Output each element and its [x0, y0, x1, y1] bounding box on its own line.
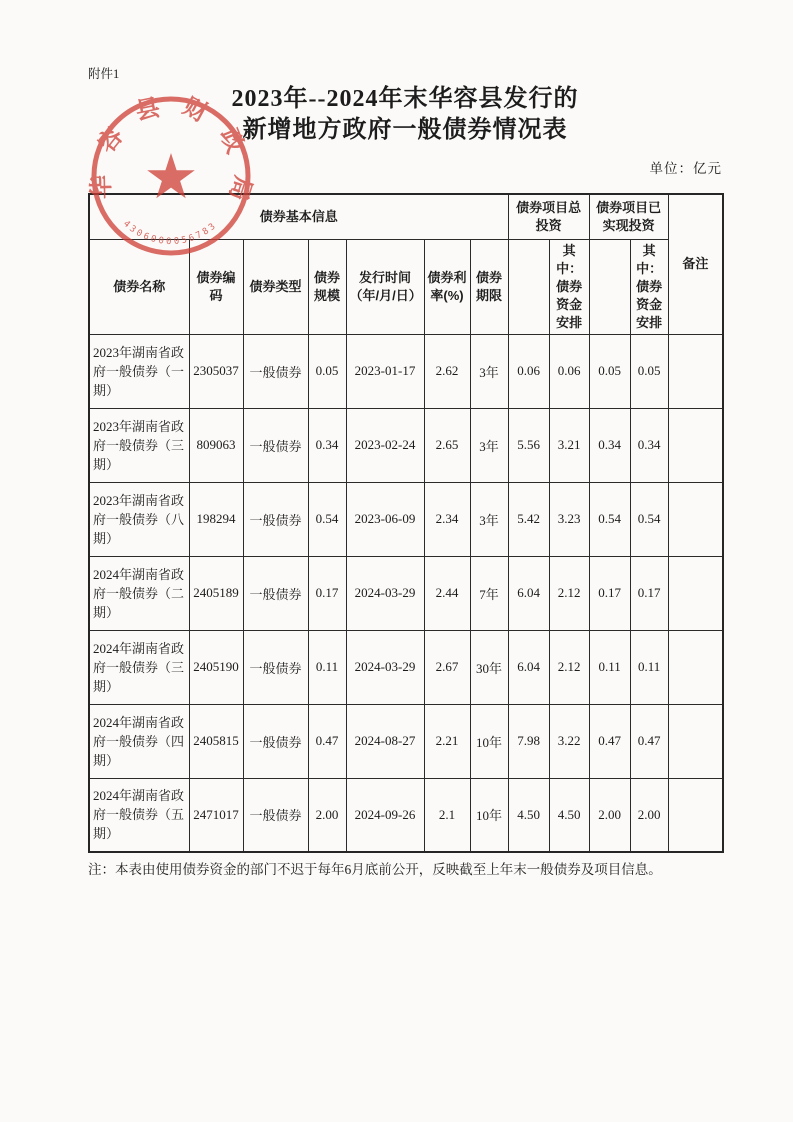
table-row	[89, 408, 723, 482]
cell-bond-type: 一般债券	[243, 778, 308, 852]
cell-bond-scale: 0.05	[308, 334, 346, 408]
cell-total-sub: 3.22	[549, 704, 589, 778]
footer-note: 注：本表由使用债券资金的部门不迟于每年6月底前公开，反映截至上年末一般债券及项目信息。	[88, 862, 662, 877]
cell-bond-rate: 2.44	[424, 556, 470, 630]
cell-realized-sub: 0.34	[630, 408, 668, 482]
header-bond-scale: 债券规模	[308, 239, 346, 334]
cell-bond-term: 7年	[470, 556, 508, 630]
table-row	[89, 556, 723, 630]
cell-realized: 2.00	[589, 778, 630, 852]
table-row	[89, 778, 723, 852]
bond-table	[88, 193, 724, 853]
group-remark: 备注	[668, 194, 723, 334]
cell-issue-date: 2024-08-27	[346, 704, 424, 778]
cell-bond-name: 2024年湖南省政府一般债券（四期）	[89, 704, 189, 778]
cell-remark	[668, 556, 723, 630]
cell-realized-sub: 2.00	[630, 778, 668, 852]
cell-bond-rate: 2.67	[424, 630, 470, 704]
cell-total-sub: 2.12	[549, 556, 589, 630]
cell-realized-sub: 0.05	[630, 334, 668, 408]
total-investment-spacer	[508, 239, 549, 334]
cell-bond-type: 一般债券	[243, 482, 308, 556]
table-row	[89, 482, 723, 556]
cell-bond-scale: 0.17	[308, 556, 346, 630]
cell-remark	[668, 482, 723, 556]
cell-total-sub: 4.50	[549, 778, 589, 852]
cell-remark	[668, 334, 723, 408]
page-title-line2: 新增地方政府一般债券情况表	[242, 117, 568, 143]
cell-bond-code: 2405815	[189, 704, 243, 778]
seal-org-text: 华容县财政局	[88, 91, 256, 222]
cell-realized: 0.17	[589, 556, 630, 630]
cell-bond-rate: 2.34	[424, 482, 470, 556]
header-sub-row	[89, 239, 723, 334]
cell-bond-code: 198294	[189, 482, 243, 556]
cell-bond-code: 2405189	[189, 556, 243, 630]
cell-bond-scale: 0.11	[308, 630, 346, 704]
attachment-label: 附件1	[88, 67, 120, 81]
header-group-row	[89, 194, 723, 239]
cell-remark	[668, 630, 723, 704]
cell-realized: 0.54	[589, 482, 630, 556]
cell-total: 0.06	[508, 334, 549, 408]
cell-realized: 0.11	[589, 630, 630, 704]
cell-bond-type: 一般债券	[243, 408, 308, 482]
cell-bond-term: 3年	[470, 482, 508, 556]
cell-total-sub: 3.23	[549, 482, 589, 556]
cell-bond-term: 10年	[470, 778, 508, 852]
cell-bond-name: 2024年湖南省政府一般债券（三期）	[89, 630, 189, 704]
cell-bond-name: 2023年湖南省政府一般债券（三期）	[89, 408, 189, 482]
page-title	[88, 84, 722, 146]
cell-total: 6.04	[508, 556, 549, 630]
cell-bond-name: 2023年湖南省政府一般债券（八期）	[89, 482, 189, 556]
header-bond-term: 债券期限	[470, 239, 508, 334]
cell-bond-code: 2305037	[189, 334, 243, 408]
cell-remark	[668, 778, 723, 852]
cell-issue-date: 2024-09-26	[346, 778, 424, 852]
header-total-sub: 其中：债券资金安排	[549, 239, 589, 334]
cell-issue-date: 2024-03-29	[346, 556, 424, 630]
cell-bond-rate: 2.65	[424, 408, 470, 482]
header-bond-type: 债券类型	[243, 239, 308, 334]
header-bond-code: 债券编码	[189, 239, 243, 334]
cell-total-sub: 2.12	[549, 630, 589, 704]
unit-label: 单位：亿元	[649, 161, 722, 176]
cell-total: 5.56	[508, 408, 549, 482]
cell-bond-rate: 2.62	[424, 334, 470, 408]
cell-total: 4.50	[508, 778, 549, 852]
group-realized-investment: 债券项目已实现投资	[589, 194, 668, 239]
cell-bond-name: 2024年湖南省政府一般债券（五期）	[89, 778, 189, 852]
cell-remark	[668, 704, 723, 778]
cell-bond-term: 3年	[470, 408, 508, 482]
cell-bond-name: 2024年湖南省政府一般债券（二期）	[89, 556, 189, 630]
table-row	[89, 630, 723, 704]
cell-realized: 0.47	[589, 704, 630, 778]
cell-bond-rate: 2.21	[424, 704, 470, 778]
cell-remark	[668, 408, 723, 482]
cell-total: 7.98	[508, 704, 549, 778]
cell-total: 5.42	[508, 482, 549, 556]
seal-code-text: 4306000056783	[120, 219, 220, 248]
header-bond-rate: 债券利率(%)	[424, 239, 470, 334]
cell-bond-term: 3年	[470, 334, 508, 408]
header-issue-date: 发行时间（年/月/日）	[346, 239, 424, 334]
table-row	[89, 334, 723, 408]
cell-bond-scale: 0.54	[308, 482, 346, 556]
cell-bond-scale: 0.47	[308, 704, 346, 778]
cell-bond-type: 一般债券	[243, 556, 308, 630]
cell-issue-date: 2023-02-24	[346, 408, 424, 482]
cell-bond-rate: 2.1	[424, 778, 470, 852]
table-row	[89, 704, 723, 778]
cell-issue-date: 2024-03-29	[346, 630, 424, 704]
cell-total: 6.04	[508, 630, 549, 704]
cell-bond-code: 2405190	[189, 630, 243, 704]
cell-realized: 0.05	[589, 334, 630, 408]
cell-realized-sub: 0.47	[630, 704, 668, 778]
header-realized-sub: 其中：债券资金安排	[630, 239, 668, 334]
cell-bond-type: 一般债券	[243, 704, 308, 778]
cell-bond-term: 10年	[470, 704, 508, 778]
cell-bond-code: 2471017	[189, 778, 243, 852]
header-bond-name: 债券名称	[89, 239, 189, 334]
cell-total-sub: 0.06	[549, 334, 589, 408]
cell-bond-scale: 0.34	[308, 408, 346, 482]
cell-total-sub: 3.21	[549, 408, 589, 482]
cell-realized-sub: 0.11	[630, 630, 668, 704]
cell-issue-date: 2023-01-17	[346, 334, 424, 408]
group-total-investment: 债券项目总投资	[508, 194, 589, 239]
cell-bond-scale: 2.00	[308, 778, 346, 852]
cell-bond-type: 一般债券	[243, 630, 308, 704]
cell-realized: 0.34	[589, 408, 630, 482]
cell-bond-code: 809063	[189, 408, 243, 482]
cell-bond-name: 2023年湖南省政府一般债券（一期）	[89, 334, 189, 408]
cell-bond-term: 30年	[470, 630, 508, 704]
cell-realized-sub: 0.54	[630, 482, 668, 556]
realized-investment-spacer	[589, 239, 630, 334]
cell-realized-sub: 0.17	[630, 556, 668, 630]
page-title-line1: 2023年--2024年末华容县发行的	[231, 86, 579, 112]
cell-bond-type: 一般债券	[243, 334, 308, 408]
group-basic-info: 债券基本信息	[89, 194, 508, 239]
cell-issue-date: 2023-06-09	[346, 482, 424, 556]
